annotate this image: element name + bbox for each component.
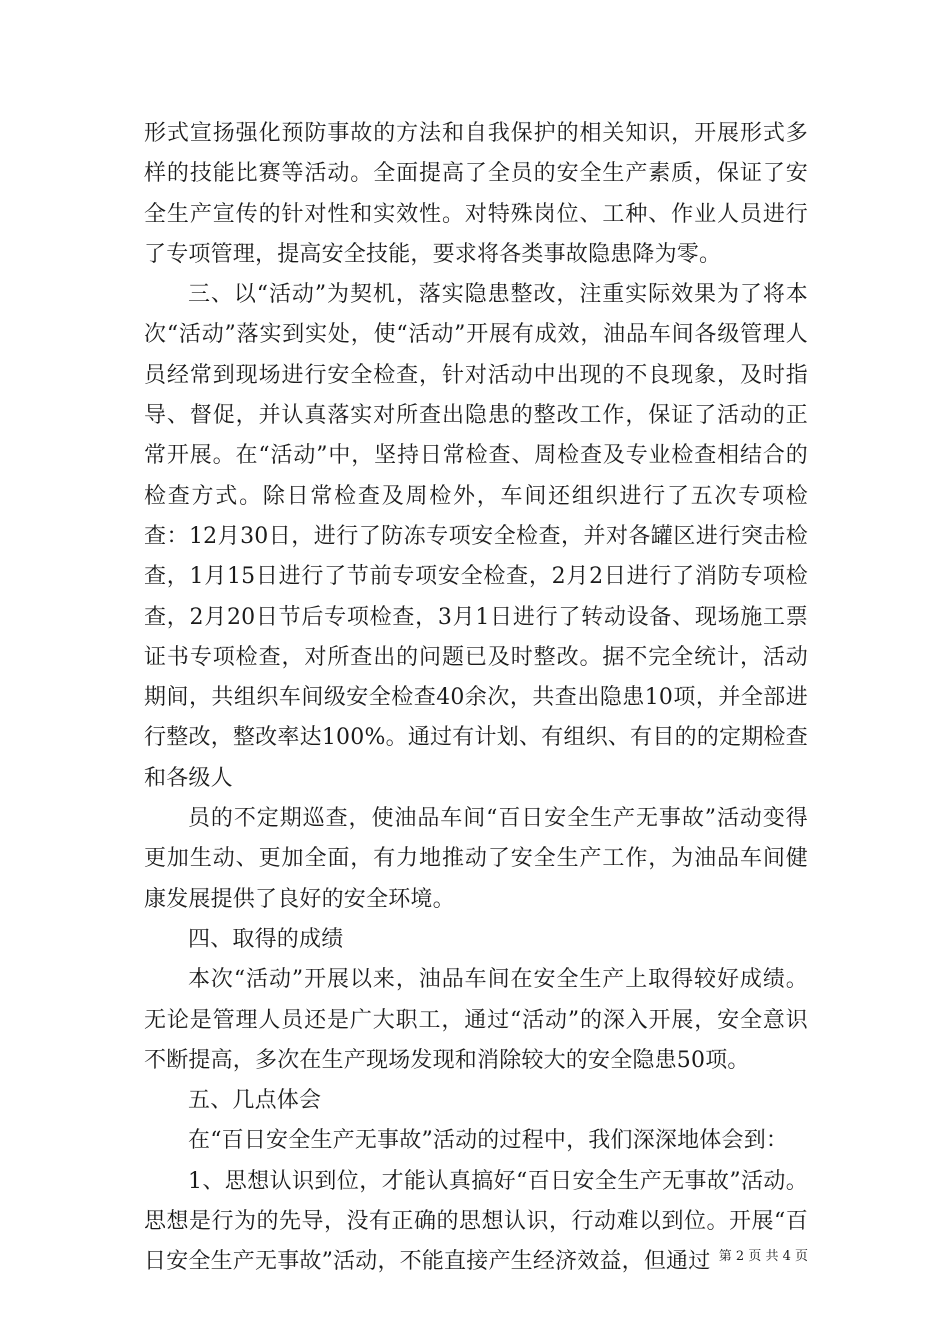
- paragraph-3: 员的不定期巡查，使油品车间“百日安全生产无事故”活动变得更加生动、更加全面，有力地推动了安全生产工作，为油品车间健康发展提供了良好的安全环境。: [144, 806, 808, 912]
- paragraph-2: 三、以“活动”为契机，落实隐患整改，注重实际效果为了将本次“活动”落实到实处，使“活动”开展有成效，油品车间各级管理人员经常到现场进行安全检查，针对活动中出现的不良现象，及时指导、督促，并认真落实对所查出隐患的整改工作，保证了活动的正常开展。在“活动”中，坚持日常检查、周检查及专业检查相结合的检查方式。除日常检查及周检外，车间还组织进行了五次专项检查：12月30日，进行了防冻专项安全检查，并对各罐区进行突击检查，1月15日进行了节前专项安全检查，2月2日进行了消防专项检查，2月20日节后专项检查，3月1日进行了转动设备、现场施工票证书专项检查，对所查出的问题已及时整改。据不完全统计，活动期间，共组织车间级安全检查40余次，共查出隐患10项，并全部进行整改，整改率达100%。通过有计划、有组织、有目的的定期检查和各级人: [144, 282, 808, 791]
- page-number-footer: 第 2 页 共 4 页: [718, 1249, 808, 1264]
- section-heading-5: 五、几点体会: [188, 1088, 322, 1114]
- paragraph-7: 在“百日安全生产无事故”活动的过程中，我们深深地体会到：: [188, 1128, 789, 1154]
- document-body: [144, 114, 808, 1283]
- paragraph-5: 本次“活动”开展以来，油品车间在安全生产上取得较好成绩。无论是管理人员还是广大职工，通过“活动”的深入开展，安全意识不断提高，多次在生产现场发现和消除较大的安全隐患50项。: [144, 967, 808, 1073]
- paragraph-1: 形式宣扬强化预防事故的方法和自我保护的相关知识，开展形式多样的技能比赛等活动。全面提高了全员的安全生产素质，保证了安全生产宣传的针对性和实效性。对特殊岗位、工种、作业人员进行了专项管理，提高安全技能，要求将各类事故隐患降为零。: [144, 121, 808, 267]
- section-heading-4: 四、取得的成绩: [188, 926, 344, 952]
- paragraph-8: 1、思想认识到位，才能认真搞好“百日安全生产无事故”活动。思想是行为的先导，没有正确的思想认识，行动难以到位。开展“百日安全生产无事故”活动，不能直接产生经济效益，但通过: [144, 1168, 808, 1275]
